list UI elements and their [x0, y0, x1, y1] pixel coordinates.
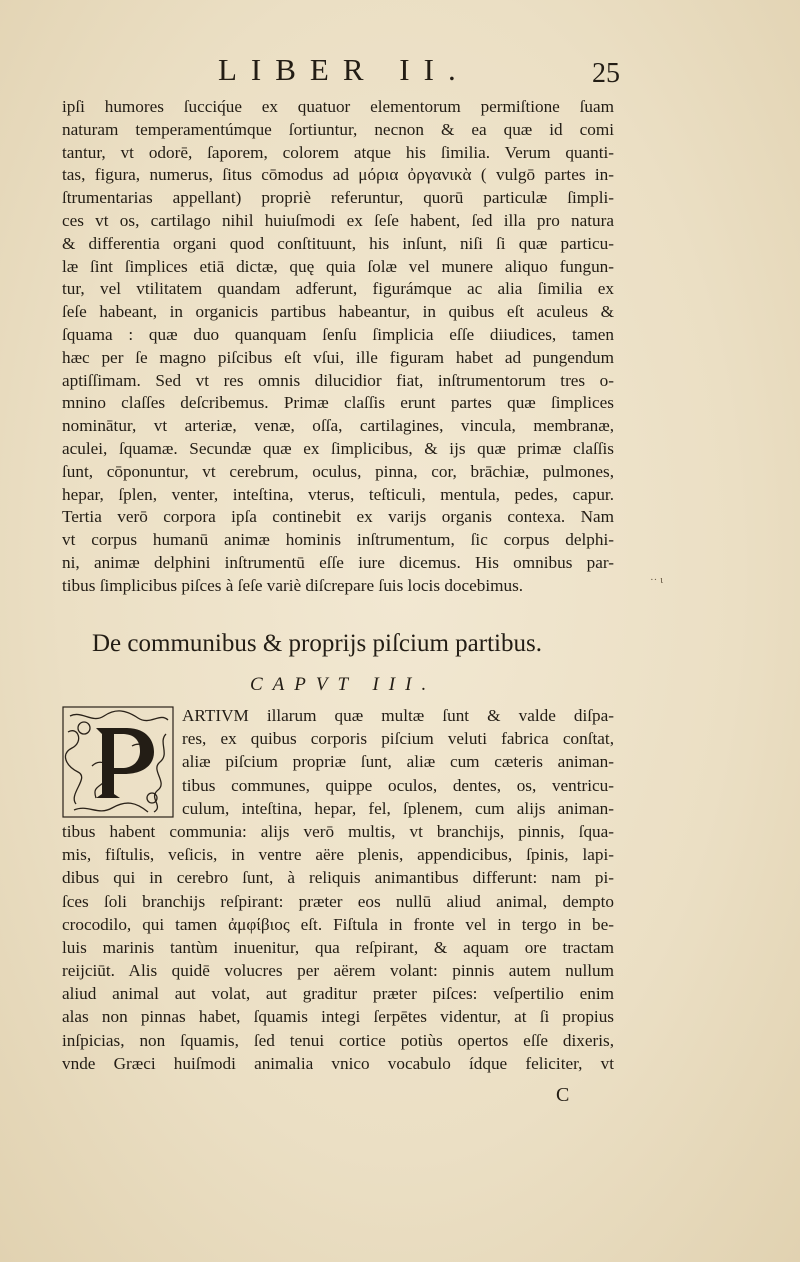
text-line: ces vt os, cartilago nihil huiuſmodi ex ſeſe habent, ſed illa pro natura	[62, 210, 614, 230]
text-line: ſunt, cōponuntur, vt cerebrum, oculus, pinna, cor, brāchiæ, pulmones,	[62, 461, 614, 481]
text-line: & differentia organi quod conſtituunt, his inſunt, niſi ſi quæ particu-	[62, 233, 614, 253]
chapter-text-line: ſces ſoli branchijs reſpirant: præter eos nullū aliud animal, dempto	[62, 891, 614, 911]
page-header	[0, 52, 800, 92]
chapter-text-line: res, ex quibus corporis piſcium veluti fabrica conſtat,	[182, 729, 614, 749]
chapter-text-line: culum, inteſtina, hepar, fel, ſplenem, cum alijs animan-	[182, 798, 614, 818]
chapter-text-line: aliæ piſcium propriæ ſunt, aliæ cum cæteris animan-	[182, 752, 614, 772]
chapter-text-line: inſpicias, non ſquamis, ſed tenui cortice potiùs opertos eſſe dixeris,	[62, 1030, 614, 1050]
text-line: ni, animæ delphini inſtrumentū eſſe iure dicemus. His omnibus par-	[62, 552, 614, 572]
chapter-text-line: ARTIVM illarum quæ multæ ſunt & valde diſpa-	[182, 706, 614, 725]
chapter-label: CAPVT III.	[250, 674, 437, 695]
chapter-text-line: vnde Græci huiſmodi animalia vnico vocabulo ídque feliciter, vt	[62, 1053, 614, 1073]
text-line: tas, figura, numerus, ſitus cōmodus ad μόρια ὀργανικὰ ( vulgō partes in-	[62, 165, 614, 185]
section-title: De communibus & proprijs piſcium partibus.	[92, 630, 542, 657]
text-line: vt corpus humanū animæ hominis inſtrumentum, ſic corpus delphi-	[62, 530, 614, 550]
text-line: mnino claſſes deſcribemus. Primæ claſſis erunt partes quæ ſimplices	[62, 393, 614, 413]
chapter-text-line: reijciūt. Alis quidē volucres per aërem volant: pinnis autem nullum	[62, 961, 614, 981]
text-line: naturam temperamentúmque ſortiuntur, necnon & ea quæ id comi	[62, 119, 614, 139]
text-line: tur, vel vtilitatem quandam adferunt, figurámque ac alia ſimilia ex	[62, 279, 614, 299]
text-line: aculei, ſquamæ. Secundæ quæ ex ſimplicibus, & ijs quæ primæ claſſis	[62, 438, 614, 458]
text-line: hæc per ſe magno piſcibus eſt vſui, ille figuram habet ad pungendum	[62, 347, 614, 367]
running-head: LIBER II.	[218, 52, 470, 87]
margin-smudge: ·· ι	[650, 574, 664, 586]
text-line: tibus ſimplicibus piſces à ſeſe variè diſcrepare ſuis locis docebimus.	[62, 575, 524, 595]
chapter-text-line: alas non pinnas habet, ſquamis integi ſerpētes videntur, at ſi propius	[62, 1007, 614, 1027]
chapter-text-line: luis marinis tantùm inuenitur, qua reſpirant, & aquam ore tractam	[62, 937, 614, 957]
text-line: ſtrumentarias appellant) propriè referuntur, quorū particulæ ſimpli-	[62, 188, 614, 208]
text-line: ſeſe habeant, in organicis partibus habeantur, in quibus eſt aculeus &	[62, 302, 614, 322]
text-line: aptiſſimam. Sed vt res omnis dilucidior fiat, inſtrumentorum tres o-	[62, 370, 614, 390]
text-line: Tertia verō corpora ipſa continebit ex varijs organis contexa. Nam	[62, 507, 614, 527]
page-number: 25	[592, 58, 620, 89]
chapter-text-line: mis, fiſtulis, veſicis, in ventre aëre plenis, appendicibus, ſpinis, lapi-	[62, 845, 614, 865]
text-line: ſquama : quæ duo quanquam ſenſu ſimplicia eſſe diiudices, tamen	[62, 324, 614, 344]
main-text-block	[62, 96, 614, 598]
chapter-text-block	[62, 704, 614, 1075]
text-line: nominātur, vt arteriæ, venæ, oſſa, cartilagines, vincula, membranæ,	[62, 416, 614, 436]
chapter-text-line: tibus habent communia: alijs verō multis, vt branchijs, pinnis, ſqua-	[62, 821, 614, 841]
catchword: C	[556, 1084, 570, 1106]
chapter-text-line: dibus qui in cerebro ſunt, à reliquis animantibus differunt: nam pi-	[62, 868, 614, 888]
text-line: tantur, vt odorē, ſaporem, colorem atque his ſimilia. Verum quanti-	[62, 142, 614, 162]
chapter-text-line: aliud animal aut volat, aut graditur præter piſces: veſpertilio enim	[62, 984, 614, 1004]
text-line: læ ſint ſimplices etiā dictæ, quę quia ſolæ vel munere aliquo fungun-	[62, 256, 614, 276]
chapter-text-line: tibus communes, quippe oculos, dentes, os, ventricu-	[182, 775, 614, 795]
chapter-text-line: crocodilo, qui tamen ἀμφίβιος eſt. Fiſtula in fronte vel in tergo in be-	[62, 914, 614, 934]
text-line: hepar, ſplen, venter, inteſtina, vterus, teſticuli, mentula, pedes, capur.	[62, 484, 614, 504]
text-line: ipſi humores ſucciq́ue ex quatuor elementorum permiſtione ſuam	[62, 97, 614, 116]
